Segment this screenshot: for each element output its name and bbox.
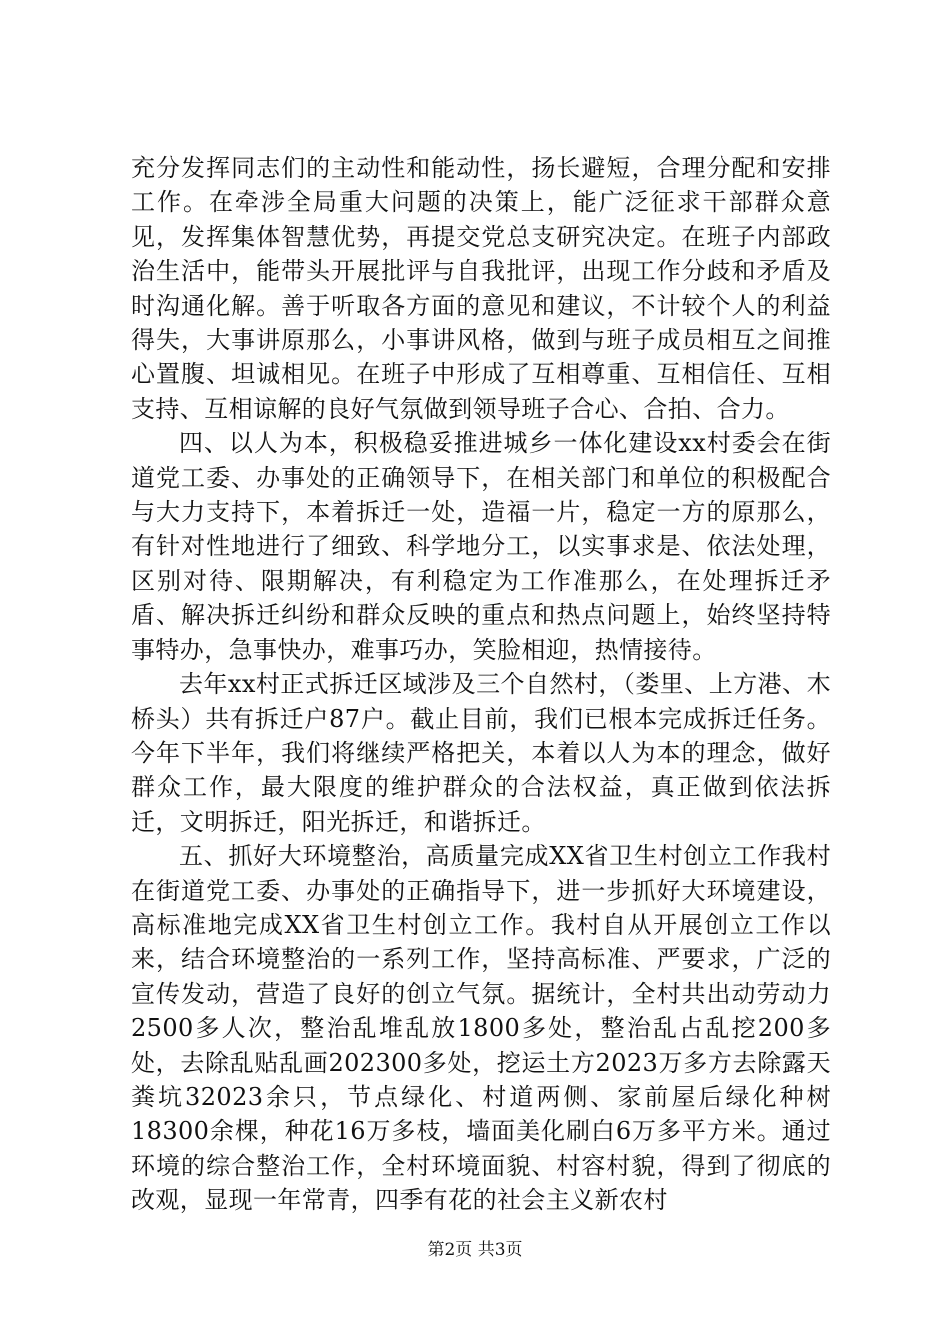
paragraph-section-five: 五、抓好大环境整治，高质量完成XX省卫生村创立工作我村在街道党工委、办事处的正确指导下，进一步抓好大环境建设，高标准地完成XX省卫生村创立工作。我村自从开展创立工作以来，结合环境整治的一系列工作，坚持高标准、严要求，广泛的宣传发动，营造了良好的创立气氛。据统计，全村共出动劳动力2500多人次，整治乱堆乱放1800多处，整治乱占乱挖200多处，去除乱贴乱画202300多处，挖运土方2023万多方去除露天粪坑32023余只，节点绿化、村道两侧、家前屋后绿化种树18300余棵，种花16万多枝，墙面美化刷白6万多平方米。通过环境的综合整治工作，全村环境面貌、村容村貌，得到了彻底的改观，显现一年常青，四季有花的社会主义新农村 [131, 842, 831, 1215]
paragraph-demolition: 去年xx村正式拆迁区域涉及三个自然村，（娄里、上方港、木桥头）共有拆迁户87户。截止目前，我们已根本完成拆迁任务。今年下半年，我们将继续严格把关，本着以人为本的理念，做好群众工作，最大限度的维护群众的合法权益，真正做到依法拆迁，文明拆迁，阳光拆迁，和谐拆迁。 [131, 670, 831, 836]
page-footer: 第2页 共3页 [427, 1240, 523, 1260]
document-body [131, 151, 831, 1218]
paragraph-continued: 充分发挥同志们的主动性和能动性，扬长避短，合理分配和安排工作。在牵涉全局重大问题的决策上，能广泛征求干部群众意见，发挥集体智慧优势，再提交党总支研究决定。在班子内部政治生活中，能带头开展批评与自我批评，出现工作分歧和矛盾及时沟通化解。善于听取各方面的意见和建议，不计较个人的利益得失，大事讲原那么，小事讲风格，做到与班子成员相互之间推心置腹、坦诚相见。在班子中形成了互相尊重、互相信任、互相支持、互相谅解的良好气氛做到领导班子合心、合拍、合力。 [131, 154, 831, 423]
paragraph-section-four: 四、以人为本，积极稳妥推进城乡一体化建设xx村委会在街道党工委、办事处的正确领导下，在相关部门和单位的积极配合与大力支持下，本着拆迁一处，造福一片，稳定一方的原那么，有针对性地进行了细致、科学地分工，以实事求是、依法处理，区别对待、限期解决，有利稳定为工作准那么，在处理拆迁矛盾、解决拆迁纠纷和群众反映的重点和热点问题上，始终坚持特事特办，急事快办，难事巧办，笑脸相迎，热情接待。 [131, 429, 831, 664]
